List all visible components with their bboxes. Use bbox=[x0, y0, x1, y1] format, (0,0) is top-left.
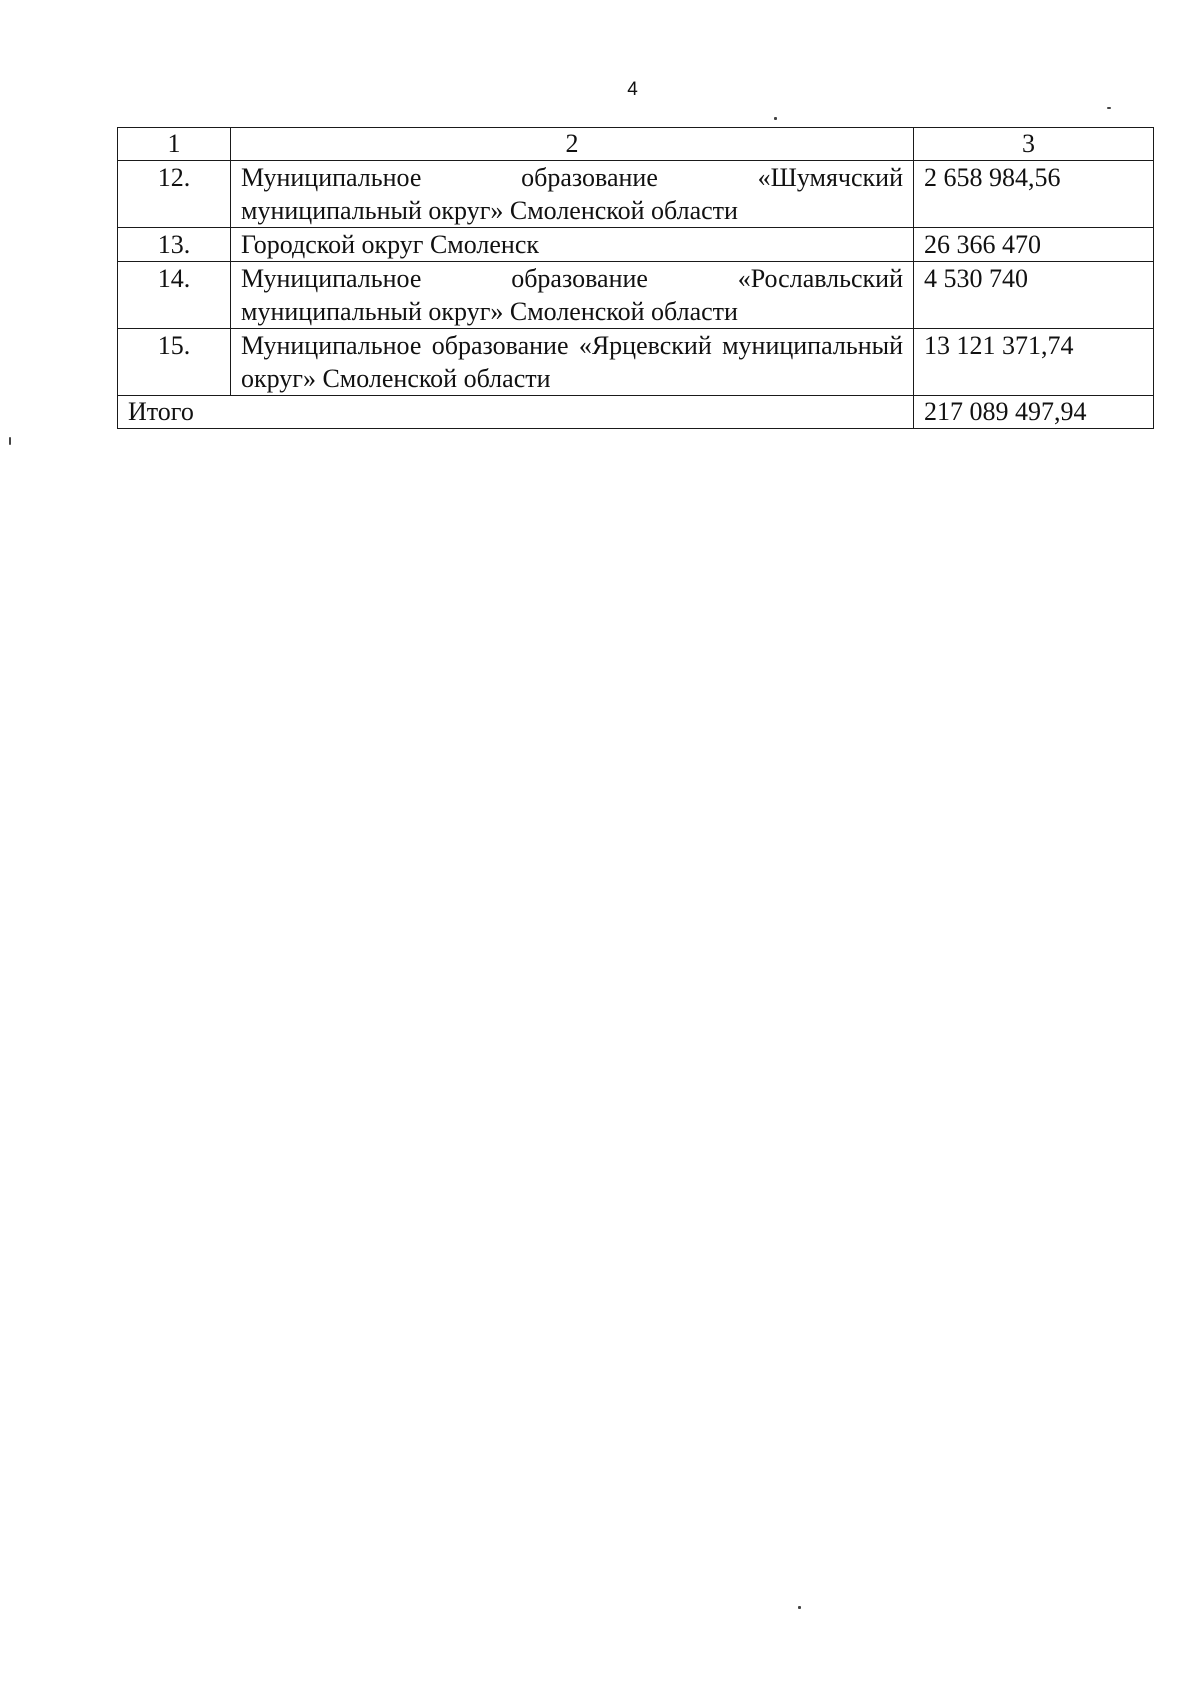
table-row bbox=[118, 161, 1154, 228]
amount-cell: 26 366 470 bbox=[914, 228, 1154, 262]
table-row bbox=[118, 329, 1154, 396]
column-header-3: 3 bbox=[914, 128, 1154, 161]
column-header-2: 2 bbox=[231, 128, 914, 161]
municipality-name-cell: Городской округ Смоленск bbox=[231, 228, 914, 262]
municipality-name-cell: Муниципальное образование «Рославльский муниципальный округ» Смоленской области bbox=[231, 262, 914, 329]
total-row bbox=[118, 396, 1154, 429]
scan-speck bbox=[1107, 107, 1111, 109]
table-header-row bbox=[118, 128, 1154, 161]
scan-speck bbox=[774, 117, 777, 120]
table-row bbox=[118, 228, 1154, 262]
amount-cell: 2 658 984,56 bbox=[914, 161, 1154, 228]
scan-speck bbox=[9, 437, 11, 445]
amount-cell: 4 530 740 bbox=[914, 262, 1154, 329]
scan-speck bbox=[798, 1606, 801, 1609]
total-amount-cell: 217 089 497,94 bbox=[914, 396, 1154, 429]
municipality-name-cell: Муниципальное образование «Ярцевский муниципальный округ» Смоленской области bbox=[231, 329, 914, 396]
row-number-cell: 12. bbox=[118, 161, 231, 228]
table-row bbox=[118, 262, 1154, 329]
row-number-cell: 14. bbox=[118, 262, 231, 329]
amount-cell: 13 121 371,74 bbox=[914, 329, 1154, 396]
page-number: 4 bbox=[627, 79, 638, 100]
row-number-cell: 13. bbox=[118, 228, 231, 262]
column-header-1: 1 bbox=[118, 128, 231, 161]
allocation-table bbox=[117, 127, 1154, 429]
total-label: Итого bbox=[118, 396, 914, 429]
municipality-name-cell: Муниципальное образование «Шумячский муниципальный округ» Смоленской области bbox=[231, 161, 914, 228]
row-number-cell: 15. bbox=[118, 329, 231, 396]
